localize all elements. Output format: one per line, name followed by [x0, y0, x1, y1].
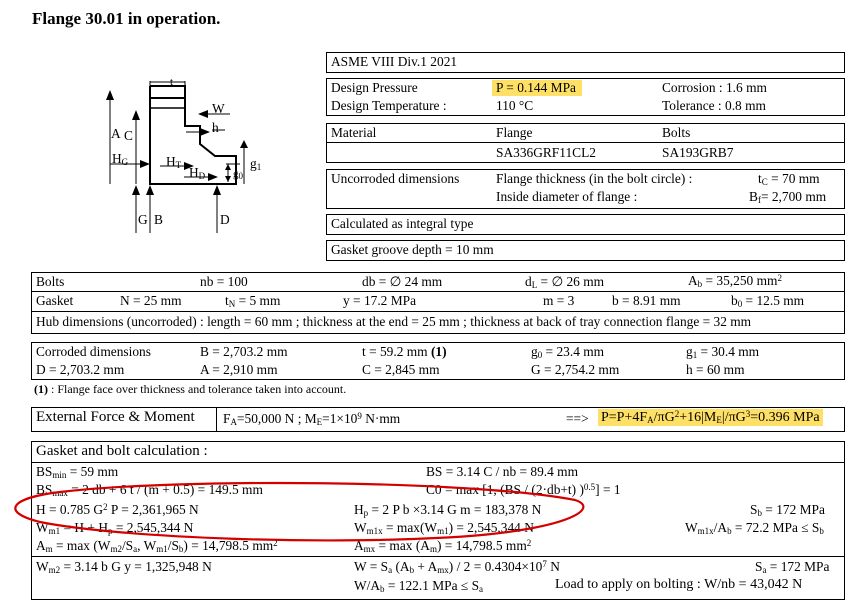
corroded-g1: $g_1 = 30.4$ mm	[686, 344, 760, 360]
hub-dimensions: Hub dimensions (uncorroded) : length = 60 mm ; thickness at the end = 25 mm ; thickness at back of tray connection flange = 32 mm	[36, 314, 752, 329]
inside-diameter-value: $B_f= 2,700$ mm	[749, 189, 827, 205]
integral-type: Calculated as integral type	[331, 216, 474, 231]
corroded-G: G = 2,754.2 mm	[531, 362, 620, 377]
label-D: D	[220, 212, 230, 227]
bolt-count: nb = 100	[200, 274, 248, 289]
bolt-material: SA193GRB7	[662, 145, 734, 160]
c0: C0 = max [1, (BS / (2·db+t) )$^{0.5}$] = 1	[426, 482, 621, 497]
bolt-load: Load to apply on bolting : W/nb = 43,042 N	[555, 577, 803, 592]
label-h: h	[212, 120, 219, 135]
corroded-C: C = 2,845 mm	[362, 362, 440, 377]
gasket-b0: $b_0 = 12.5$ mm	[731, 293, 805, 309]
Wm2-value: $W_{m2} = 3.14$ b G y = 1,325,948 N	[36, 559, 212, 575]
tolerance: Tolerance : 0.8 mm	[662, 98, 766, 113]
label-W: W	[212, 101, 225, 116]
footnote: (1) : Flange face over thickness and tolerance taken into account.	[34, 382, 347, 396]
Sa-value: $S_a = 172$ MPa	[755, 559, 830, 575]
W-value: $W = S_a$ $(A_b + A_{mx}) / 2 = 0.4304\times 10^7$ N	[354, 559, 560, 575]
gasket-groove: Gasket groove depth = 10 mm	[331, 242, 494, 257]
corroded-B: B = 2,703.2 mm	[200, 344, 288, 359]
design-temp-label: Design Temperature :	[331, 98, 447, 113]
label-t: t	[170, 76, 174, 88]
gasket-row-label: Gasket	[36, 293, 74, 308]
gasket-y: y = 17.2 MPa	[343, 293, 417, 308]
gasket-b: b = 8.91 mm	[612, 293, 681, 308]
corroded-A: A = 2,910 mm	[200, 362, 278, 377]
label-HG: $H_G$	[112, 151, 129, 167]
bolt-diameter: db = ∅ 24 mm	[362, 274, 443, 289]
design-pressure-value: P = 0.144 MPa	[492, 80, 582, 96]
page-title: Flange 30.01 in operation.	[32, 9, 221, 28]
bs-min: $BS_{min} = 59$ mm	[36, 464, 119, 480]
corroded-g0: $g_0 = 23.4$ mm	[531, 344, 605, 360]
Wm1x-value: $W_{m1x} = \max(W_{m1}) = 2,545,344$ N	[354, 520, 534, 536]
label-A: A	[111, 126, 121, 141]
material-label: Material	[331, 125, 377, 140]
label-HT: $H_T$	[166, 154, 182, 170]
gasket-m: m = 3	[543, 293, 575, 308]
label-g0: $g_0$	[233, 168, 243, 181]
label-C: C	[124, 128, 133, 143]
H-value: H = 0.785 $G^2$ P = 2,361,965 N	[36, 502, 199, 517]
bs: BS = 3.14 C / nb = 89.4 mm	[426, 464, 579, 479]
bolt-hole-diameter: $d_L$ = ∅ 26 mm	[525, 274, 605, 290]
corroded-h: h = 60 mm	[686, 362, 745, 377]
external-force-values: $F_A=50,000$ N ; $M_E=1\times 10^9$ N·mm	[223, 411, 401, 427]
Wm1-value: $W_{m1} = H + H_p = 2,545,344$ N	[36, 520, 194, 536]
flange-thickness-value: $t_C = 70$ mm	[758, 171, 820, 187]
corroded-t: t = 59.2 mm (1)	[362, 344, 447, 359]
Amx-value: $A_{mx} = \max (A_m) = 14,798.5$ $mm^2$	[354, 538, 532, 554]
bolts-row-label: Bolts	[36, 274, 65, 289]
label-g1: $g_1$	[250, 156, 262, 172]
corroded-D: D = 2,703.2 mm	[36, 362, 125, 377]
label-HD: $H_D$	[189, 165, 206, 181]
design-temp-value: 110 °C	[496, 98, 534, 113]
bolt-area: $A_b = 35,250$ $mm^2$	[688, 273, 782, 289]
arrow: ==>	[566, 411, 589, 426]
corrosion: Corrosion : 1.6 mm	[662, 80, 767, 95]
gasket-calc-header: Gasket and bolt calculation :	[36, 443, 208, 459]
bs-max: $BS_{max} = 2$ db + 6 t / (m + 0.5) = 149.5 mm	[36, 482, 263, 498]
Am-value: $A_m = \max (W_{m2}/S_a$, $W_{m1}/S_b) = 14,798.5$ $mm^2$	[36, 538, 278, 554]
uncorroded-label: Uncorroded dimensions	[331, 171, 460, 186]
corroded-label: Corroded dimensions	[36, 344, 151, 359]
gasket-tN: $t_N = 5$ mm	[225, 293, 281, 309]
flange-label: Flange	[496, 125, 533, 140]
equivalent-pressure: $P=P+4F_A/\pi G^2+16|M_E|/\pi G^3=0.396$ MPa	[598, 409, 823, 426]
design-code: ASME VIII Div.1 2021	[331, 54, 458, 69]
bolts-label: Bolts	[662, 125, 691, 140]
flange-material: SA336GRF11CL2	[496, 145, 596, 160]
inside-diameter-label: Inside diameter of flange :	[496, 189, 638, 204]
label-G: G	[138, 212, 148, 227]
external-force-label: External Force & Moment	[36, 409, 195, 425]
Hp-value: $H_p = 2$ P b ×3.14 G m = 183,378 N	[354, 502, 542, 518]
Sb-value: $S_b = 172$ MPa	[750, 502, 825, 518]
W-Ab-ratio: $W/A_b = 122.1$ MPa ≤ $S_a$	[354, 578, 484, 594]
label-B: B	[154, 212, 163, 227]
design-pressure-label: Design Pressure	[331, 80, 418, 95]
gasket-N: N = 25 mm	[120, 293, 182, 308]
flange-thickness-label: Flange thickness (in the bolt circle) :	[496, 171, 693, 186]
Wm1x-ratio: $W_{m1x}/A_b = 72.2$ MPa ≤ $S_b$	[685, 520, 824, 536]
